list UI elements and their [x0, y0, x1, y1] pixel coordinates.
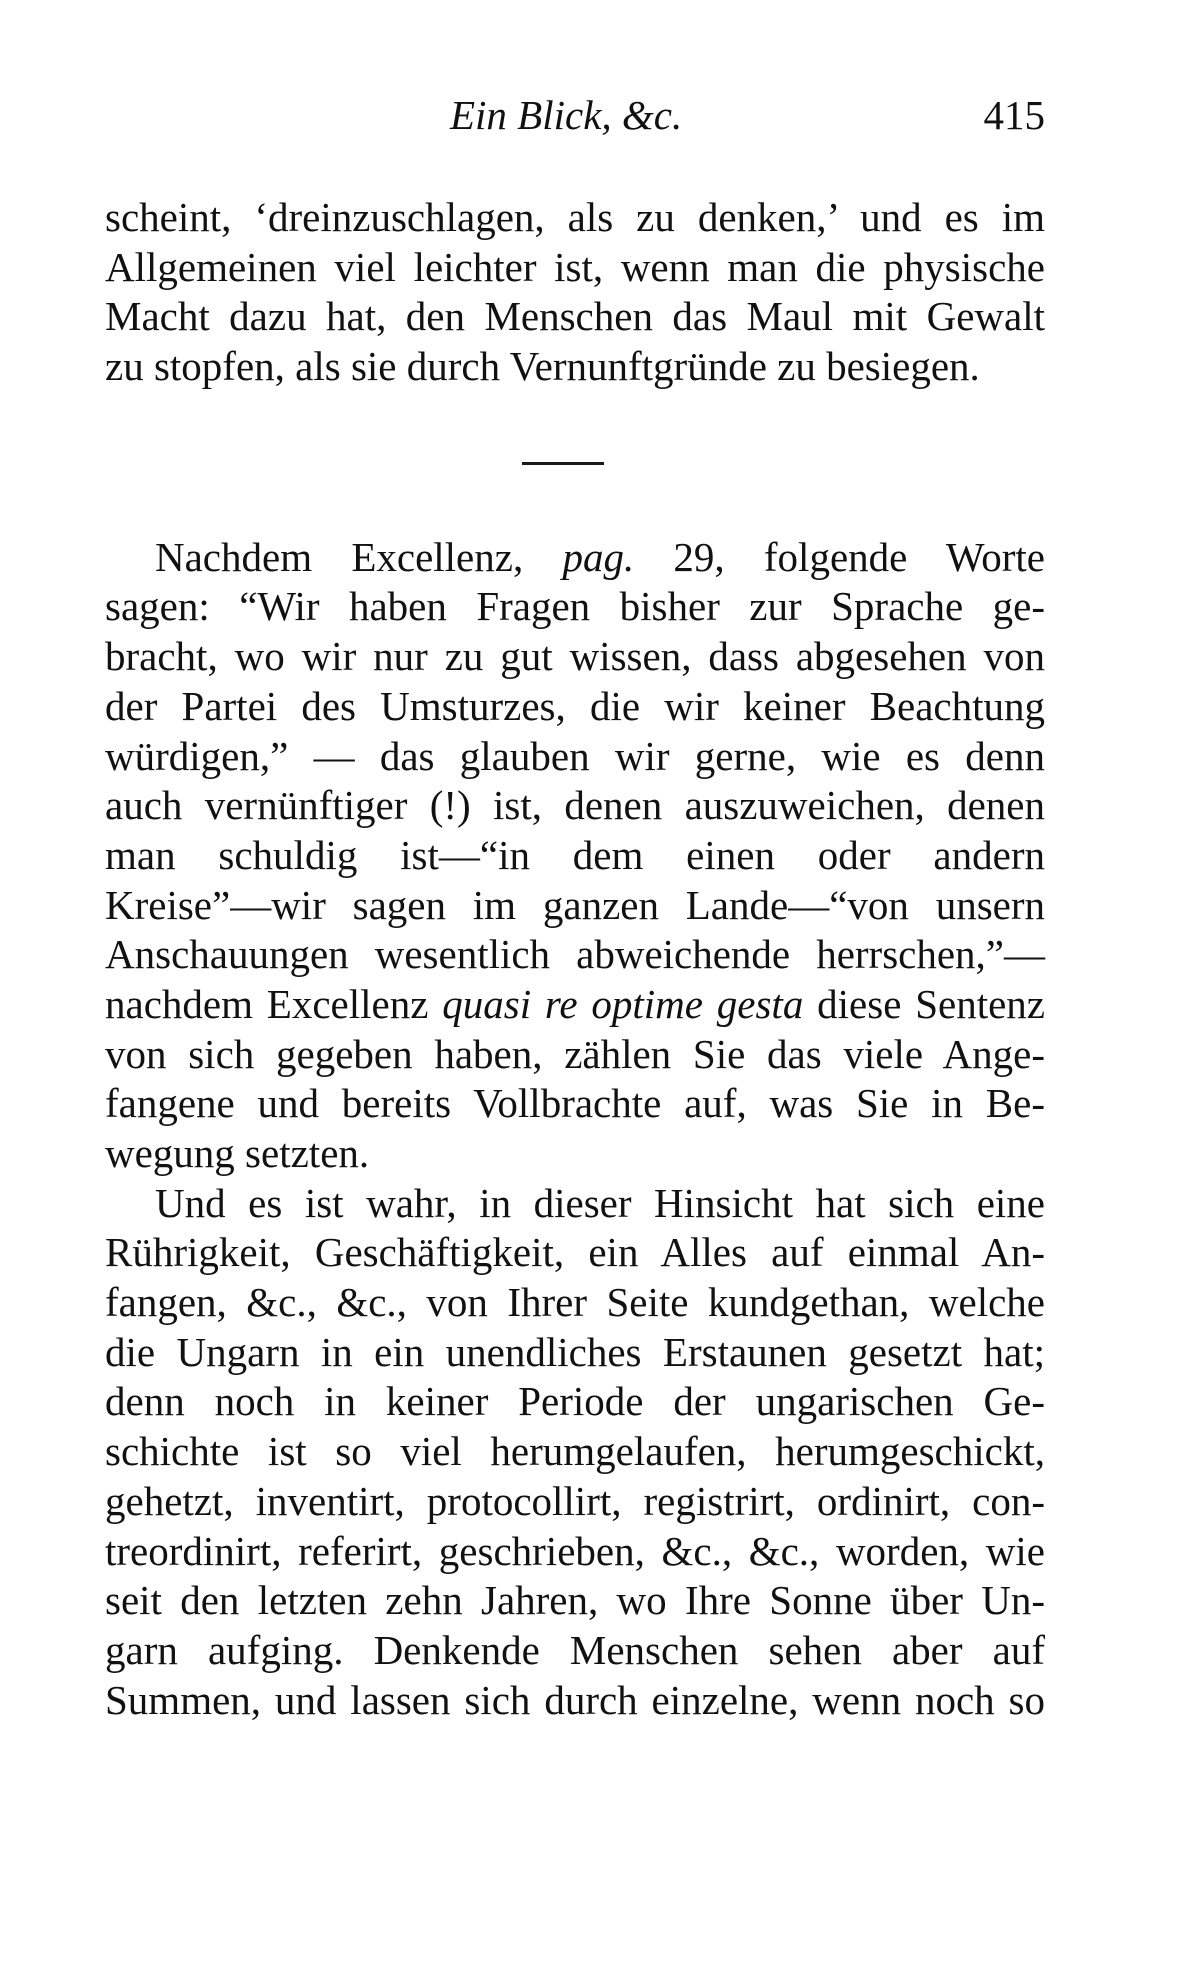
paragraph-continuation: [105, 193, 1045, 392]
text-line: Kreise”—wir sagen im ganzen Lande—“von unsern: [105, 881, 1045, 928]
text-line: der Partei des Umsturzes, die wir keiner Beachtung: [105, 682, 1045, 729]
text-line: Macht dazu hat, den Menschen das Maul mit Gewalt: [105, 293, 1045, 340]
text-line: von sich gegeben haben, zählen Sie das viele Ange-: [105, 1030, 1045, 1077]
text-line: Anschauungen wesentlich abweichende herrschen,”—: [105, 931, 1045, 978]
text-line: man schuldig ist—“in dem einen oder andern: [105, 831, 1045, 878]
text-line: sagen: “Wir haben Fragen bisher zur Sprache ge-: [105, 583, 1045, 630]
running-title: Ein Blick, &c.: [450, 92, 683, 138]
text-run: Nachdem Excellenz,: [155, 533, 524, 580]
text-line: wegung setzten.: [105, 1130, 370, 1176]
text-line: Allgemeinen viel leichter ist, wenn man die physische: [105, 243, 1045, 290]
section-divider: [522, 462, 604, 465]
text-line: Summen, und lassen sich durch einzelne, wenn noch so: [105, 1676, 1045, 1723]
italic-run: pag.: [562, 533, 635, 580]
text-line: [105, 533, 1045, 583]
text-line: garn aufging. Denkende Menschen sehen aber auf: [105, 1626, 1045, 1673]
text-line: fangene und bereits Vollbrachte auf, was Sie in Be-: [105, 1080, 1045, 1127]
text-line: Rührigkeit, Geschäftigkeit, ein Alles auf einmal An-: [105, 1229, 1045, 1276]
text-run: nachdem Excellenz: [105, 980, 429, 1027]
text-line: zu stopfen, als sie durch Vernunftgründe zu besiegen.: [105, 343, 980, 390]
text-run: 29, folgende Worte: [673, 533, 1045, 580]
book-page: [105, 90, 1045, 1725]
text-line: seit den letzten zehn Jahren, wo Ihre Sonne über Un-: [105, 1577, 1045, 1624]
text-run: diese Sentenz: [817, 980, 1046, 1027]
page-header: [105, 90, 1045, 150]
text-line: fangen, &c., &c., von Ihrer Seite kundgethan, welche: [105, 1279, 1045, 1326]
text-line: denn noch in keiner Periode der ungarischen Ge-: [105, 1378, 1045, 1425]
text-line: scheint, ‘dreinzuschlagen, als zu denken,’ und es im: [105, 194, 1045, 240]
paragraph-nachdem: [105, 533, 1045, 1179]
text-line: Und es ist wahr, in dieser Hinsicht hat sich eine: [155, 1179, 1045, 1226]
text-line: auch vernünftiger (!) ist, denen auszuweichen, denen: [105, 782, 1045, 829]
paragraph-und-es-ist-wahr: [105, 1179, 1045, 1726]
page-number: 415: [983, 92, 1045, 138]
text-line: würdigen,” — das glauben wir gerne, wie es denn: [105, 732, 1045, 779]
text-line: bracht, wo wir nur zu gut wissen, dass abgesehen von: [105, 633, 1045, 680]
text-line: schichte ist so viel herumgelaufen, herumgeschickt,: [105, 1428, 1045, 1475]
text-line: [105, 980, 1045, 1030]
text-line: die Ungarn in ein unendliches Erstaunen gesetzt hat;: [105, 1328, 1045, 1375]
text-line: gehetzt, inventirt, protocollirt, registrirt, ordinirt, con-: [105, 1477, 1045, 1524]
italic-run: quasi re optime gesta: [442, 980, 804, 1027]
text-line: treordinirt, referirt, geschrieben, &c., &c., worden, wie: [105, 1527, 1045, 1574]
